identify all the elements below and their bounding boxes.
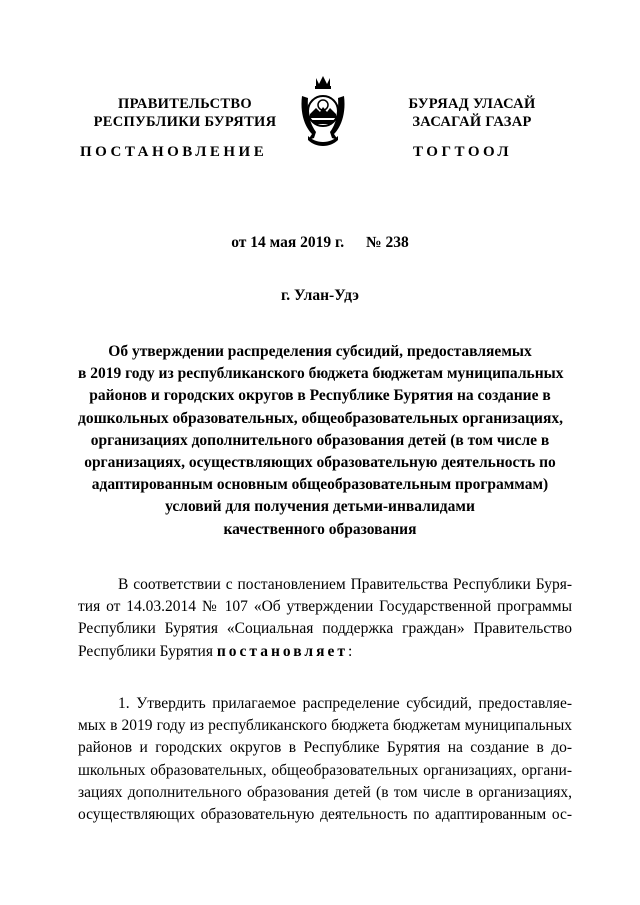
document-type-russian: ПОСТАНОВЛЕНИЕ — [80, 144, 268, 160]
title-line: Об утверждении распределения субсидий, предоставляемых — [108, 343, 532, 360]
title-line: в 2019 году из республиканского бюджета бюджетам муниципальных — [78, 365, 564, 383]
document-title — [78, 341, 562, 541]
issuer-block-buryat — [372, 95, 572, 131]
document-date: от 14 мая 2019 г. — [231, 234, 345, 251]
body-line: зациях дополнительного образования детей (в том числе в организациях, — [78, 783, 572, 801]
issuer-line-1: ПРАВИТЕЛЬСТВО — [118, 96, 252, 112]
title-line: организациях, осуществляющих образовательную деятельность по — [84, 454, 556, 472]
title-line: дошкольных образовательных, общеобразовательных организациях, — [78, 409, 563, 427]
document-dateline — [0, 234, 640, 252]
title-line: организациях дополнительного образования детей (в том числе в — [90, 431, 550, 449]
document-city: г. Улан-Удэ — [280, 287, 359, 304]
title-line: условий для получения детьми-инвалидами — [165, 498, 475, 516]
body-line: В соответствии с постановлением Правительства Республики Буря- — [118, 576, 572, 593]
coat-of-arms-icon — [298, 74, 348, 150]
clause-1-paragraph — [78, 693, 572, 826]
body-line: районов и городских округов в Республике Бурятия на создание в до- — [78, 739, 572, 757]
body-line: Республики Бурятия «Социальная поддержка граждан» Правительство — [78, 620, 572, 638]
body-line: мых в 2019 году из республиканского бюджета бюджетам муниципальных — [78, 717, 572, 735]
title-line: качественного образования — [223, 520, 417, 538]
title-line: адаптированным основным общеобразовательным программам) — [91, 476, 549, 494]
resolution-keyword: постановляет — [216, 642, 349, 660]
document-number: № 238 — [366, 234, 409, 251]
body-text: : — [348, 642, 353, 660]
body-line-last — [78, 641, 572, 663]
issuer-block-russian — [80, 95, 290, 131]
body-line: тия от 14.03.2014 № 107 «Об утверждении Государственной программы — [78, 598, 572, 616]
preamble-paragraph — [78, 574, 572, 663]
body-line: школьных образовательных, общеобразовательных организациях, органи- — [78, 761, 572, 779]
title-line: районов и городских округов в Республике Бурятия на создание в — [89, 387, 551, 405]
body-line: 1. Утвердить прилагаемое распределение субсидий, предоставляе- — [118, 695, 572, 712]
issuer-line-2-buryat: ЗАСАГАЙ ГАЗАР — [412, 114, 532, 130]
issuer-line-2: РЕСПУБЛИКИ БУРЯТИЯ — [93, 114, 277, 130]
issuer-line-1-buryat: БУРЯАД УЛАСАЙ — [408, 96, 536, 112]
body-line: осуществляющих образовательную деятельность по адаптированным ос- — [78, 805, 572, 823]
document-type-buryat: ТОГТООЛ — [413, 144, 513, 160]
body-text: Республики Бурятия — [78, 642, 217, 660]
